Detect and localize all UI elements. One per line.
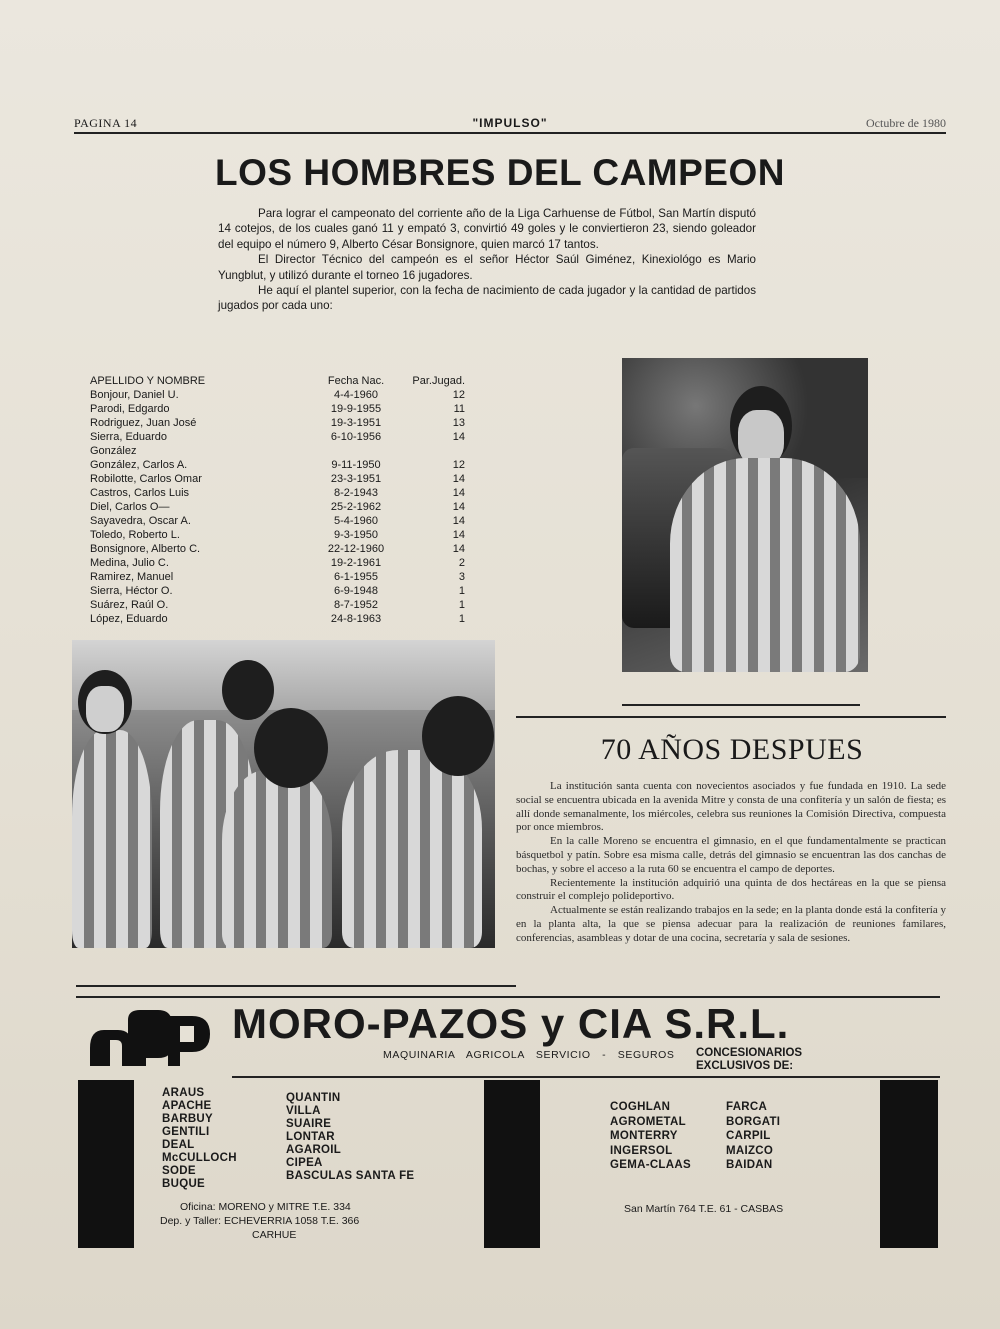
brand-name: MAIZCO xyxy=(726,1144,774,1157)
concessionaires-label xyxy=(696,1047,802,1073)
brand-name: QUANTIN xyxy=(286,1092,341,1104)
brand-name: SODE xyxy=(162,1165,196,1177)
brand-name: APACHE xyxy=(162,1100,212,1112)
player-name: Sierra, Eduardo xyxy=(90,431,168,443)
roster-row xyxy=(90,500,480,514)
roster-row xyxy=(90,402,480,416)
publication-name: "IMPULSO" xyxy=(472,116,548,130)
roster-row xyxy=(90,584,480,598)
concessionaires-line: EXCLUSIVOS DE: xyxy=(696,1060,794,1072)
player-matches: 14 xyxy=(452,529,465,541)
roster-row xyxy=(90,570,480,584)
intro-paragraph: El Director Técnico del campeón es el señor Héctor Saúl Giménez, Kinexiológo es Mario Yungblut, y utilizó durante el torneo 16 jugadores. xyxy=(218,253,756,282)
player-birthdate: 23-3-1951 xyxy=(330,473,382,485)
player-birthdate: 5-4-1960 xyxy=(333,515,379,527)
player-name: Parodi, Edgardo xyxy=(90,403,170,415)
brand-name: LONTAR xyxy=(286,1131,335,1143)
roster-table xyxy=(90,374,480,626)
issue-date: Octubre de 1980 xyxy=(866,116,946,130)
player-matches: 3 xyxy=(458,571,465,583)
player-matches: 1 xyxy=(458,599,465,611)
office-address xyxy=(160,1200,359,1242)
player-name: Robilotte, Carlos Omar xyxy=(90,473,202,485)
company-logo xyxy=(88,1008,212,1072)
player-name: González xyxy=(90,445,137,457)
brand-name: MONTERRY xyxy=(610,1130,678,1143)
ad-black-bar xyxy=(78,1080,134,1248)
player-name: Suárez, Raúl O. xyxy=(90,599,169,611)
player-name: Sayavedra, Oscar A. xyxy=(90,515,191,527)
player-birthdate: 19-3-1951 xyxy=(330,417,382,429)
player-matches: 13 xyxy=(452,417,465,429)
roster-row xyxy=(90,556,480,570)
office-line: Oficina: MORENO y MITRE T.E. 334 xyxy=(180,1201,351,1213)
player-matches: 12 xyxy=(452,389,465,401)
ad-rule-short xyxy=(76,985,516,987)
section-paragraph: Recientemente la institución adquirió una quinta de dos hectáreas en la que se piensa construir el complejo polideportivo. xyxy=(516,876,946,903)
ad-black-bar xyxy=(484,1080,540,1248)
section-divider-rule xyxy=(516,716,946,718)
player-birthdate: 6-10-1956 xyxy=(330,431,382,443)
player-matches: 14 xyxy=(452,431,465,443)
brand-name: AGROMETAL xyxy=(610,1115,686,1128)
roster-row xyxy=(90,598,480,612)
player-birthdate: 6-9-1948 xyxy=(333,585,379,597)
player-birthdate: 8-2-1943 xyxy=(333,487,379,499)
player-matches: 1 xyxy=(458,585,465,597)
brand-name: INGERSOL xyxy=(610,1144,673,1157)
brand-list-3 xyxy=(610,1100,691,1173)
header-matches: Par.Jugad. xyxy=(412,375,465,387)
header-rule xyxy=(74,132,946,134)
player-name: Toledo, Roberto L. xyxy=(90,529,180,541)
player-name: López, Eduardo xyxy=(90,613,168,625)
player-name: Diel, Carlos O— xyxy=(90,501,170,513)
section-paragraph: Actualmente se están realizando trabajos en la sede; en la planta donde está la confitería y en la planta alta, la que se piensa adecuar para la realización de reuniones familares, conferencias, asambleas y dotar de una cocina, secretaría y sala de sesiones. xyxy=(516,904,946,944)
player-name: Medina, Julio C. xyxy=(90,557,169,569)
intro-paragraph: He aquí el plantel superior, con la fecha de nacimiento de cada jugador y la cantidad de partidos jugados por cada uno: xyxy=(218,284,756,313)
section-paragraph: En la calle Moreno se encuentra el gimnasio, en el que fundamentalmente se practican básquetbol y patín. Sobre esa misma calle, detrás del gimnasio se encuentran las dos canchas de bochas, y sobre el acceso a la ruta 60 se encuentra el campo de deportes. xyxy=(516,835,946,875)
company-name: MORO-PAZOS y CIA S.R.L. xyxy=(232,1000,790,1047)
brand-name: GEMA-CLAAS xyxy=(610,1159,691,1172)
player-name: Rodriguez, Juan José xyxy=(90,417,197,429)
player-name: Castros, Carlos Luis xyxy=(90,487,190,499)
section-title: 70 AÑOS DESPUES xyxy=(600,733,864,766)
roster-row xyxy=(90,528,480,542)
player-name: Bonsignore, Alberto C. xyxy=(90,543,201,555)
player-birthdate: 24-8-1963 xyxy=(330,613,382,625)
roster-row xyxy=(90,444,480,458)
player-matches: 14 xyxy=(452,543,465,555)
section-body xyxy=(516,780,946,946)
office-line: Dep. y Taller: ECHEVERRIA 1058 T.E. 366 xyxy=(160,1215,360,1227)
roster-row xyxy=(90,542,480,556)
brand-list-4 xyxy=(726,1100,780,1173)
roster-row xyxy=(90,416,480,430)
player-birthdate: 9-3-1950 xyxy=(333,529,379,541)
player-birthdate: 19-9-1955 xyxy=(330,403,382,415)
player-birthdate: 8-7-1952 xyxy=(333,599,379,611)
player-matches: 1 xyxy=(458,613,465,625)
roster-header-row xyxy=(90,374,480,388)
brand-name: DEAL xyxy=(162,1139,195,1151)
player-matches: 14 xyxy=(452,473,465,485)
player-matches: 2 xyxy=(458,557,465,569)
player-matches: 14 xyxy=(452,515,465,527)
roster-row xyxy=(90,430,480,444)
player-birthdate: 9-11-1950 xyxy=(331,459,381,471)
player-matches: 14 xyxy=(452,501,465,513)
header-birthdate: Fecha Nac. xyxy=(327,375,385,387)
player-matches: 12 xyxy=(452,459,465,471)
roster-row xyxy=(90,612,480,626)
brand-name: ARAUS xyxy=(162,1087,205,1099)
roster-row xyxy=(90,388,480,402)
player-portrait-photo xyxy=(622,358,868,672)
player-birthdate: 19-2-1961 xyxy=(330,557,382,569)
page-header xyxy=(74,116,946,132)
brand-name: COGHLAN xyxy=(610,1101,671,1113)
concessionaires-line: CONCESIONARIOS xyxy=(696,1047,803,1059)
player-birthdate: 6-1-1955 xyxy=(333,571,379,583)
player-matches: 14 xyxy=(452,487,465,499)
brand-name: CIPEA xyxy=(286,1157,323,1169)
player-birthdate: 22-12-1960 xyxy=(327,543,385,555)
player-name: Ramirez, Manuel xyxy=(90,571,174,583)
brand-name: BASCULAS SANTA FE xyxy=(286,1170,415,1182)
ad-mid-rule xyxy=(232,1076,940,1078)
ad-black-bar xyxy=(880,1080,938,1248)
player-birthdate: 4-4-1960 xyxy=(333,389,379,401)
player-name: González, Carlos A. xyxy=(90,459,188,471)
player-matches: 11 xyxy=(453,403,465,415)
page-number: PAGINA 14 xyxy=(74,116,138,130)
brand-name: BARBUY xyxy=(162,1113,213,1125)
brand-name: GENTILI xyxy=(162,1126,210,1138)
brand-name: McCULLOCH xyxy=(162,1152,237,1164)
player-name: Bonjour, Daniel U. xyxy=(90,389,179,401)
office-line: CARHUE xyxy=(252,1229,297,1241)
brand-name: BUQUE xyxy=(162,1178,206,1190)
brand-list-2 xyxy=(286,1092,414,1183)
brand-name: AGAROIL xyxy=(286,1144,342,1156)
team-group-photo xyxy=(72,640,495,948)
brand-name: CARPIL xyxy=(726,1130,771,1143)
brand-name: BAIDAN xyxy=(726,1159,773,1172)
header-name: APELLIDO Y NOMBRE xyxy=(90,375,206,387)
article-intro xyxy=(218,206,756,314)
branch-address: San Martín 764 T.E. 61 - CASBAS xyxy=(624,1203,784,1215)
brand-name: SUAIRE xyxy=(286,1118,332,1130)
brand-name: VILLA xyxy=(286,1105,321,1117)
player-name: Sierra, Héctor O. xyxy=(90,585,173,597)
brand-name: FARCA xyxy=(726,1101,768,1113)
roster-row xyxy=(90,472,480,486)
roster-row xyxy=(90,486,480,500)
roster-row xyxy=(90,514,480,528)
section-top-rule xyxy=(622,704,860,706)
intro-paragraph: Para lograr el campeonato del corriente año de la Liga Carhuense de Fútbol, San Martín disputó 14 cotejos, de los cuales ganó 11 y empató 3, convirtió 49 goles y le conviertieron 23, siendo goleador del equipo el número 9, Alberto César Bonsignore, quien marcó 17 tantos. xyxy=(218,207,756,251)
roster-row xyxy=(90,458,480,472)
article-title: LOS HOMBRES DEL CAMPEON xyxy=(215,152,785,193)
brand-list-1 xyxy=(162,1087,237,1191)
company-tagline: MAQUINARIA AGRICOLA SERVICIO - SEGUROS xyxy=(383,1049,675,1061)
section-paragraph: La institución santa cuenta con novecientos asociados y fue fundada en 1910. La sede social se encuentra ubicada en la avenida Mitre y consta de una confitería y un salón de fiesta; es allí donde semanalmente, los miércoles, celebra sus reuniones la Comisión Directiva, compuesta por once miembros. xyxy=(516,780,946,834)
brand-name: BORGATI xyxy=(726,1115,781,1128)
player-birthdate: 25-2-1962 xyxy=(330,501,382,513)
